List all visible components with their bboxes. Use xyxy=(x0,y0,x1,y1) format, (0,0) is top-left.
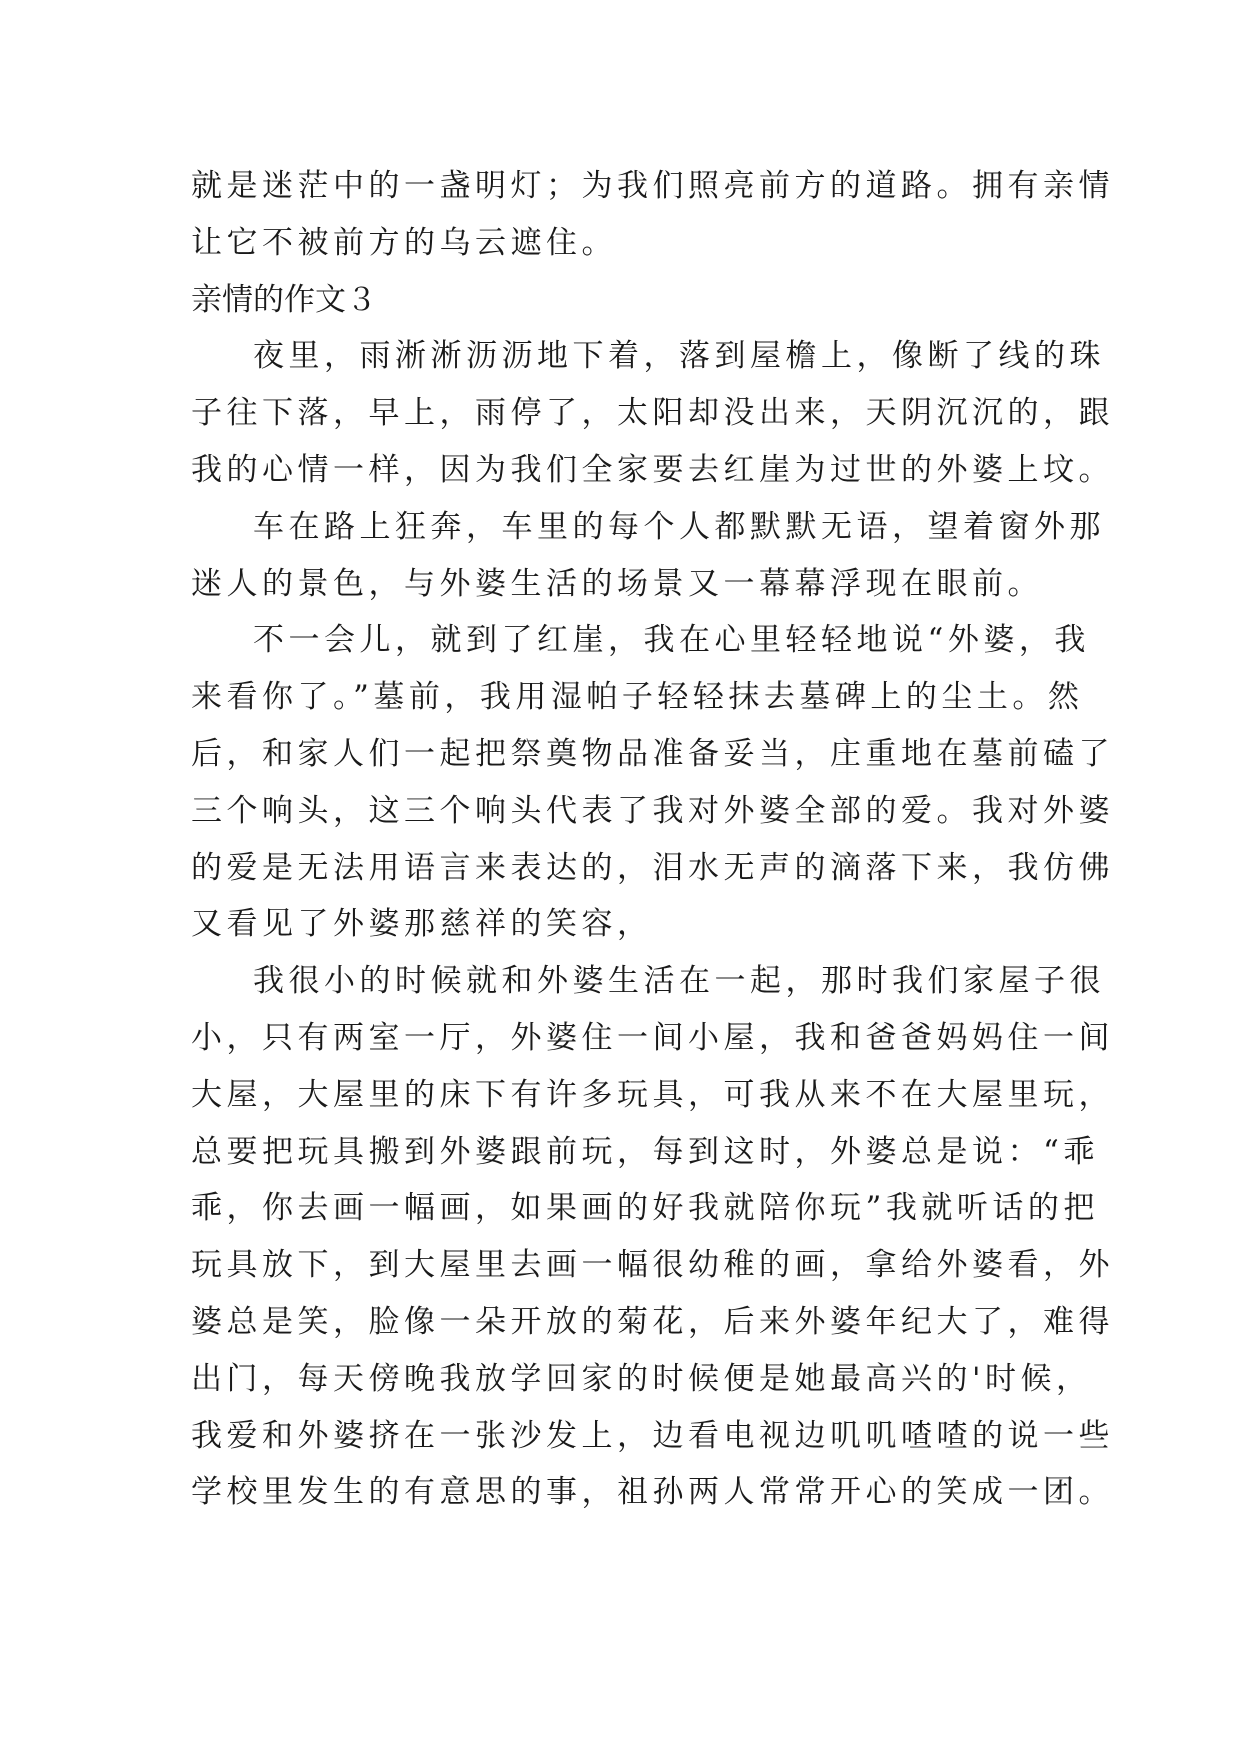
paragraph-first-line: 车在路上狂奔，车里的每个人都默默无语，望着窗外那 xyxy=(253,508,1105,545)
text-line: 让它不被前方的乌云遮住。 xyxy=(191,224,617,261)
paragraph-first-line: 夜里，雨淅淅沥沥地下着，落到屋檐上，像断了线的珠 xyxy=(253,338,1105,375)
text-line: 小，只有两室一厅，外婆住一间小屋，我和爸爸妈妈住一间 xyxy=(191,1019,1114,1056)
text-line: 我爱和外婆挤在一张沙发上，边看电视边叽叽喳喳的说一些 xyxy=(191,1417,1114,1454)
text-line: 玩具放下，到大屋里去画一幅很幼稚的画，拿给外婆看，外 xyxy=(191,1247,1114,1284)
text-line: 又看见了外婆那慈祥的笑容， xyxy=(191,906,653,943)
text-line: 后，和家人们一起把祭奠物品准备妥当，庄重地在墓前磕了 xyxy=(191,735,1114,772)
text-line: 迷人的景色，与外婆生活的场景又一幕幕浮现在眼前。 xyxy=(191,565,1043,602)
text-line: 三个响头，这三个响头代表了我对外婆全部的爱。我对外婆 xyxy=(191,792,1114,829)
text-line: 学校里发生的有意思的事，祖孙两人常常开心的笑成一团。 xyxy=(191,1474,1114,1511)
text-line: 来看你了。”墓前，我用湿帕子轻轻抹去墓碑上的尘土。然 xyxy=(191,679,1084,716)
text-line: 的爱是无法用语言来表达的，泪水无声的滴落下来，我仿佛 xyxy=(191,849,1114,886)
text-line: 总要把玩具搬到外婆跟前玩，每到这时，外婆总是说：“乖 xyxy=(191,1133,1099,1170)
text-line: 大屋，大屋里的床下有许多玩具，可我从来不在大屋里玩， xyxy=(191,1076,1114,1113)
paragraph-first-line: 不一会儿，就到了红崖，我在心里轻轻地说“外婆，我 xyxy=(253,622,1090,659)
paragraph-first-line: 我很小的时候就和外婆生活在一起，那时我们家屋子很 xyxy=(253,963,1105,1000)
document-body xyxy=(191,158,1114,1521)
text-line: 乖，你去画一幅画，如果画的好我就陪你玩”我就听话的把 xyxy=(191,1190,1099,1227)
text-line: 我的心情一样，因为我们全家要去红崖为过世的外婆上坟。 xyxy=(191,451,1114,488)
text-line: 婆总是笑，脸像一朵开放的菊花，后来外婆年纪大了，难得 xyxy=(191,1303,1114,1340)
text-line: 子往下落，早上，雨停了，太阳却没出来，天阴沉沉的，跟 xyxy=(191,395,1114,432)
text-line: 出门，每天傍晚我放学回家的时候便是她最高兴的'时候， xyxy=(191,1360,1092,1397)
text-line: 就是迷茫中的一盏明灯；为我们照亮前方的道路。拥有亲情 xyxy=(191,168,1114,204)
section-heading: 亲情的作文３ xyxy=(191,281,377,318)
